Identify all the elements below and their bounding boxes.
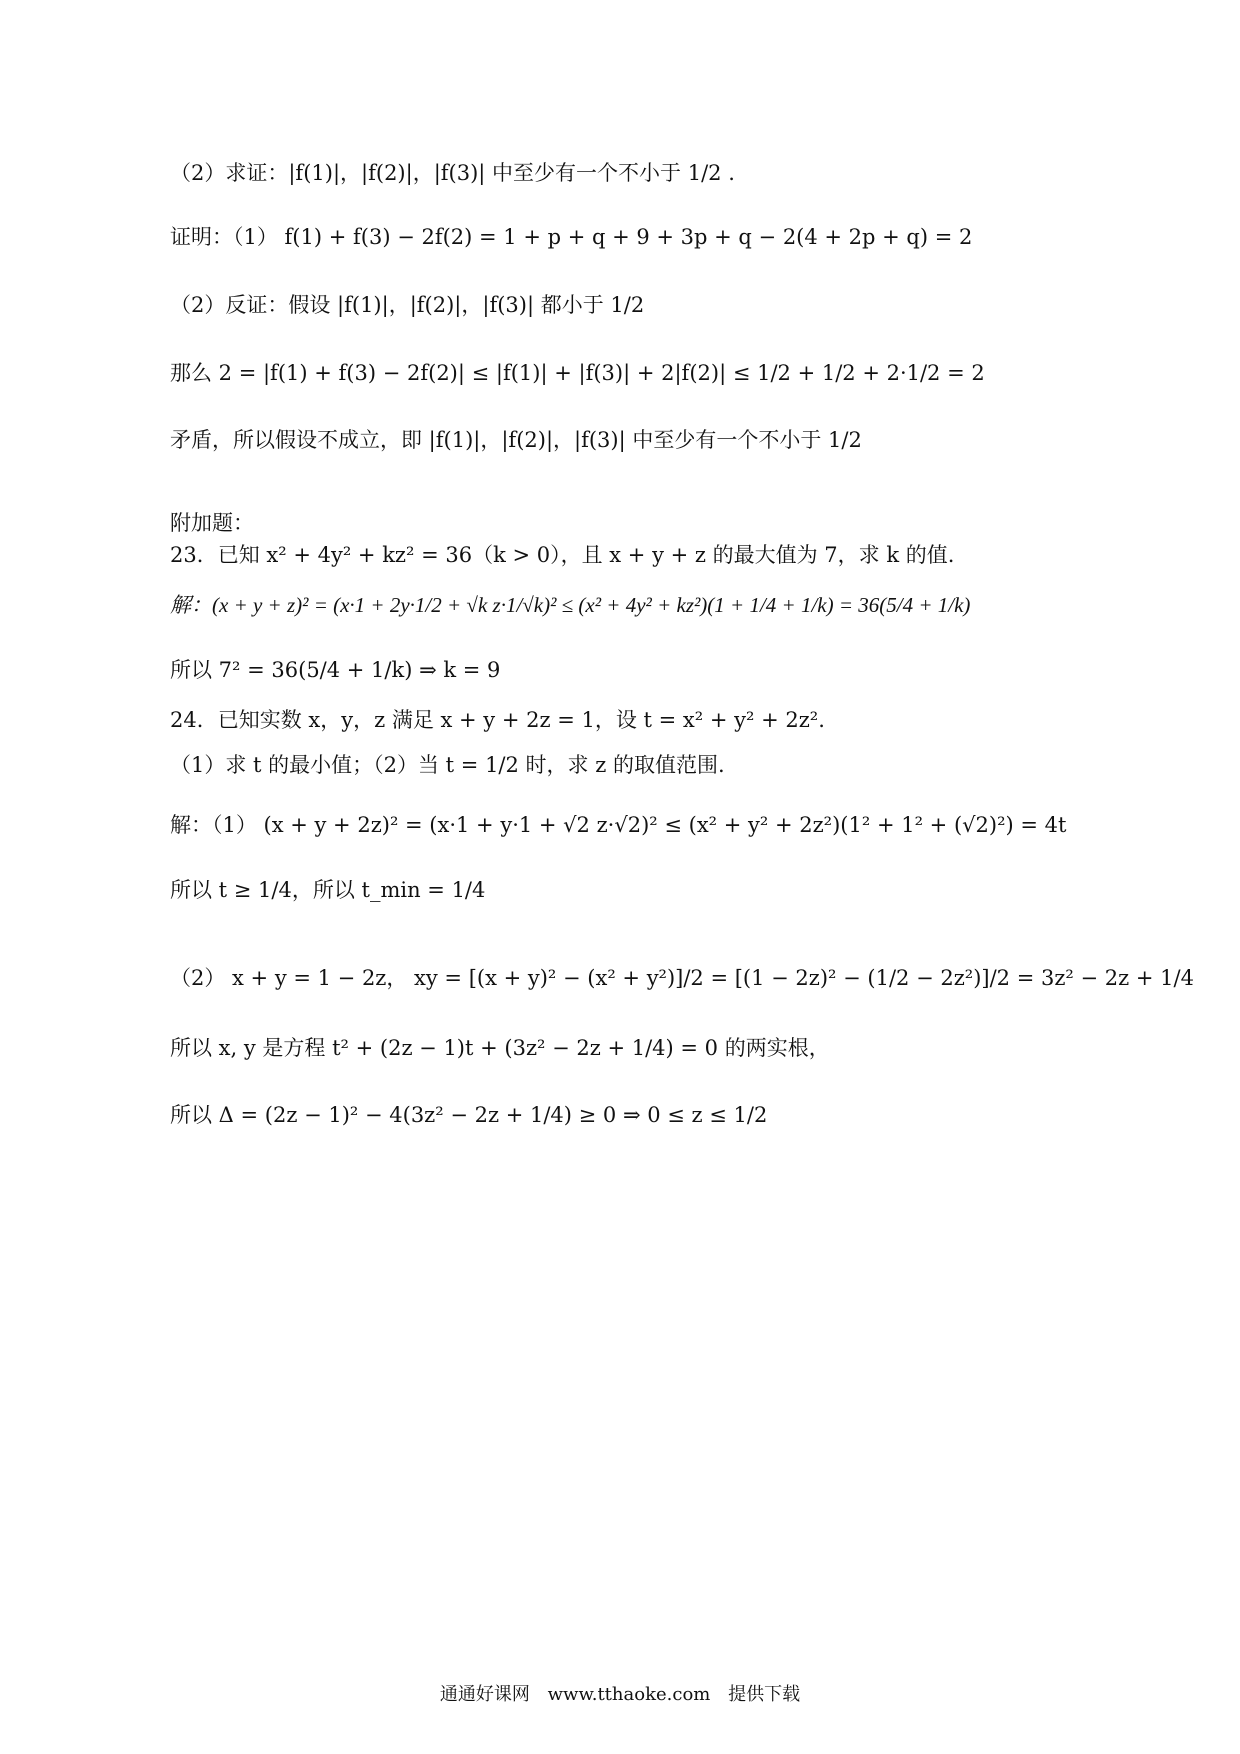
proof-part-2-assumption: （2）反证：假设 |f(1)|，|f(2)|，|f(3)| 都小于 1/2 [170,293,645,317]
problem-24-solution-2: （2） x + y = 1 − 2z， xy = [(x + y)² − (x² + y²)]/2 = [(1 − 2z)² − (1/2 − 2z²)]/2 = 3z² − 2z + 1/4 [170,966,1194,990]
q2-statement: （2）求证：|f(1)|，|f(2)|，|f(3)| 中至少有一个不小于 1/2 . [170,161,735,185]
extra-problems-title: 附加题： [170,511,254,535]
problem-24: 24．已知实数 x，y，z 满足 x + y + 2z = 1，设 t = x² + y² + 2z². [170,708,825,732]
problem-24-solution-1-result: 所以 t ≥ 1/4，所以 t_min = 1/4 [170,878,486,902]
problem-24-solution-1: 解：（1） (x + y + 2z)² = (x·1 + y·1 + √2 z·√2)² ≤ (x² + y² + 2z²)(1² + 1² + (√2)²) = 4t [170,813,1067,837]
problem-24-solution-2-result: 所以 Δ = (2z − 1)² − 4(3z² − 2z + 1/4) ≥ 0 ⇒ 0 ≤ z ≤ 1/2 [170,1103,768,1127]
footer-site-name: 通通好课网 [439,1684,530,1705]
proof-part-1: 证明：（1） f(1) + f(3) − 2f(2) = 1 + p + q + 9 + 3p + q − 2(4 + 2p + q) = 2 [170,225,973,249]
footer-action: 提供下载 [728,1684,801,1705]
problem-23-result: 所以 7² = 36(5/4 + 1/k) ⇒ k = 9 [170,658,501,682]
footer-url[interactable]: www.tthaoke.com [547,1684,711,1705]
page-footer [0,1680,1240,1706]
problem-23: 23．已知 x² + 4y² + kz² = 36（k > 0），且 x + y + z 的最大值为 7，求 k 的值. [170,543,955,567]
problem-24-parts: （1）求 t 的最小值；（2）当 t = 1/2 时，求 z 的取值范围. [170,753,725,777]
proof-part-2-inequality: 那么 2 = |f(1) + f(3) − 2f(2)| ≤ |f(1)| + |f(3)| + 2|f(2)| ≤ 1/2 + 1/2 + 2·1/2 = 2 [170,361,985,385]
problem-23-solution: 解：(x + y + z)² = (x·1 + 2y·1/2 + √k z·1/√k)² ≤ (x² + 4y² + kz²)(1 + 1/4 + 1/k) = 36(5/4 + 1/k) [170,593,971,617]
problem-24-solution-2-roots: 所以 x, y 是方程 t² + (2z − 1)t + (3z² − 2z + 1/4) = 0 的两实根， [170,1036,830,1060]
proof-part-2-contradiction: 矛盾，所以假设不成立，即 |f(1)|，|f(2)|，|f(3)| 中至少有一个不小于 1/2 [170,428,862,452]
